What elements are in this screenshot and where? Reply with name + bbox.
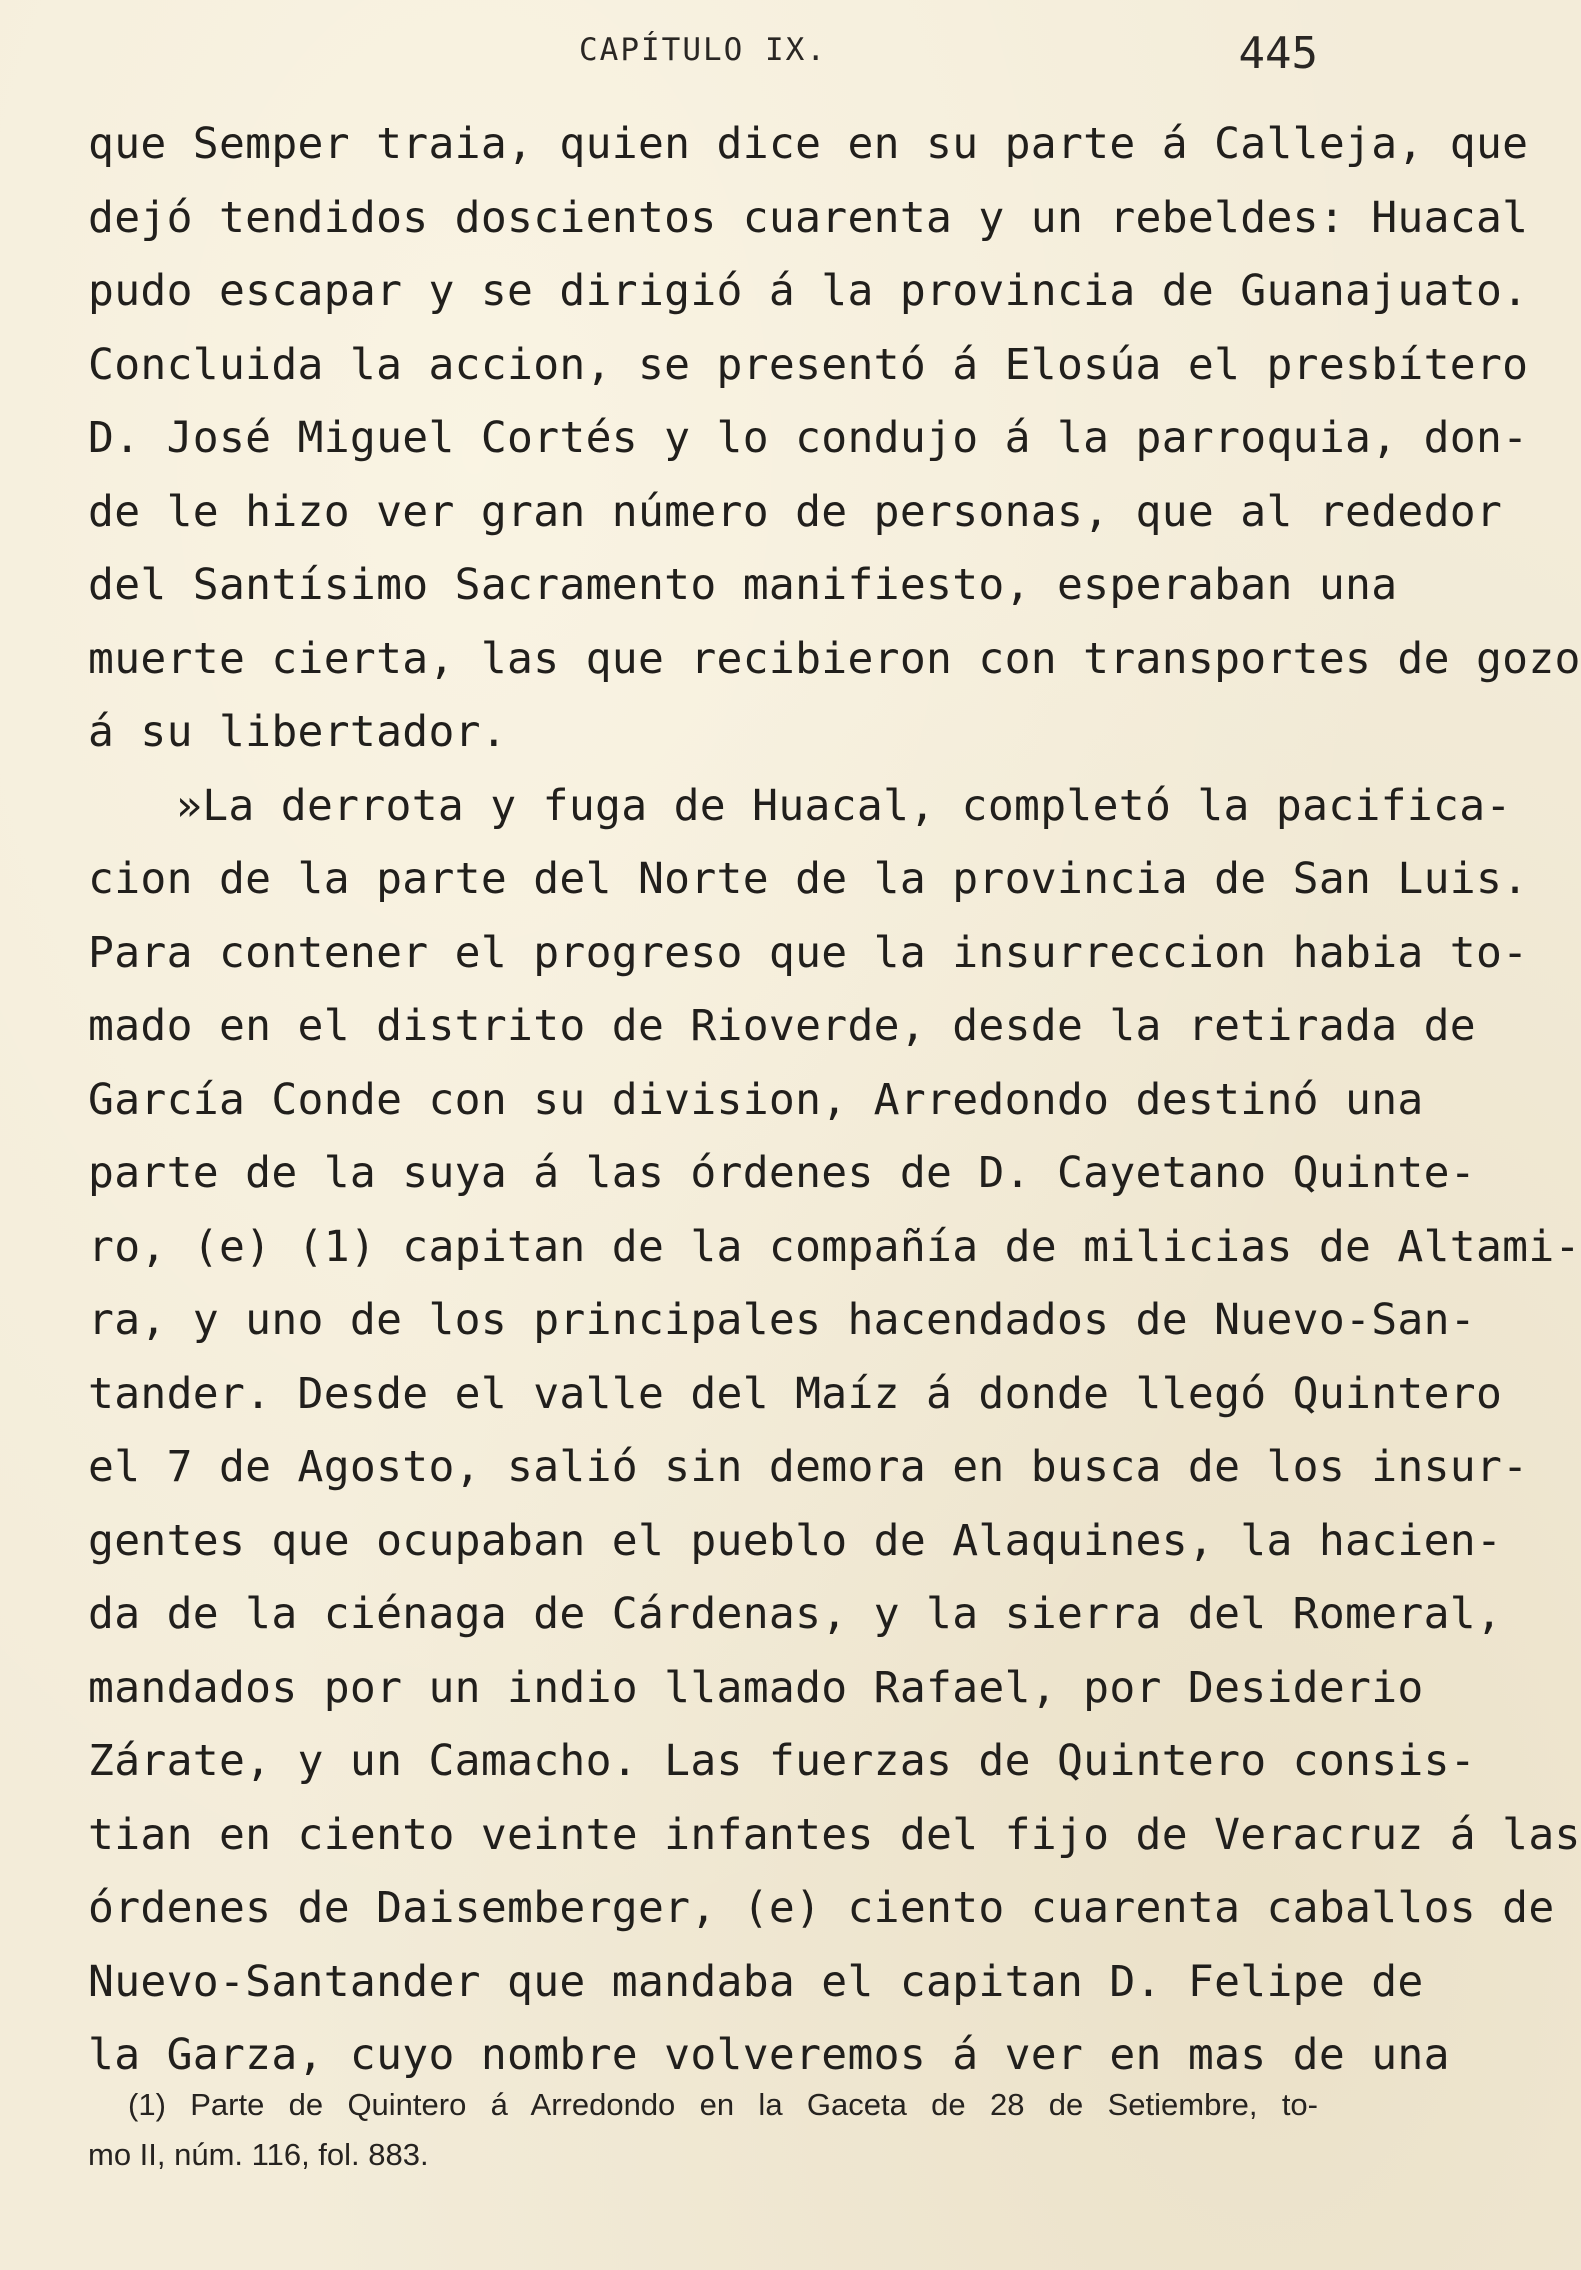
chapter-title: CAPÍTULO IX. bbox=[579, 32, 827, 68]
text-line: Nuevo-Santander que mandaba el capitan D. Felipe de bbox=[88, 1956, 1424, 2007]
text-line: que Semper traia, quien dice en su parte á Calleja, que bbox=[88, 119, 1529, 169]
text-line: mandados por un indio llamado Rafael, por Desiderio bbox=[88, 1662, 1424, 1713]
text-line: el 7 de Agosto, salió sin demora en busca de los insur- bbox=[88, 1442, 1529, 1492]
text-line: muerte cierta, las que recibieron con transportes de gozo bbox=[88, 633, 1581, 684]
text-line: de le hizo ver gran número de personas, que al rededor bbox=[88, 486, 1503, 537]
page-number: 445 bbox=[1238, 28, 1318, 79]
text-line: Para contener el progreso que la insurreccion habia to- bbox=[88, 927, 1529, 978]
text-line: gentes que ocupaban el pueblo de Alaquines, la hacien- bbox=[88, 1515, 1503, 1566]
text-line: ra, y uno de los principales hacendados de Nuevo-San- bbox=[88, 1295, 1476, 1345]
text-line: del Santísimo Sacramento manifiesto, esperaban una bbox=[88, 560, 1398, 610]
text-line: pudo escapar y se dirigió á la provincia de Guanajuato. bbox=[88, 266, 1529, 316]
text-line: dejó tendidos doscientos cuarenta y un rebeldes: Huacal bbox=[88, 192, 1529, 243]
footnotes bbox=[88, 2080, 1318, 2180]
text-line: Zárate, y un Camacho. Las fuerzas de Quintero consis- bbox=[88, 1736, 1476, 1786]
footnote-line: (1) Parte de Quintero á Arredondo en la Gaceta de 28 de Setiembre, to- bbox=[128, 2087, 1318, 2122]
text-line: da de la ciénaga de Cárdenas, y la sierra del Romeral, bbox=[88, 1589, 1503, 1639]
text-line: mado en el distrito de Rioverde, desde la retirada de bbox=[88, 1001, 1476, 1051]
text-line: tian en ciento veinte infantes del fijo de Veracruz á las bbox=[88, 1809, 1581, 1860]
body-text bbox=[88, 108, 1581, 2093]
text-line: á su libertador. bbox=[88, 707, 508, 757]
text-line: García Conde con su division, Arredondo destinó una bbox=[88, 1074, 1424, 1125]
text-line: tander. Desde el valle del Maíz á donde llegó Quintero bbox=[88, 1368, 1503, 1419]
text-line: parte de la suya á las órdenes de D. Cayetano Quinte- bbox=[88, 1148, 1476, 1198]
text-line: ro, (e) (1) capitan de la compañía de milicias de Altami- bbox=[88, 1221, 1581, 1272]
text-line: Concluida la accion, se presentó á Elosúa el presbítero bbox=[88, 339, 1529, 390]
text-line: órdenes de Daisemberger, (e) ciento cuarenta caballos de bbox=[88, 1883, 1555, 1933]
running-head bbox=[88, 28, 1318, 88]
text-line: la Garza, cuyo nombre volveremos á ver en mas de una bbox=[88, 2030, 1450, 2080]
text-line: D. José Miguel Cortés y lo condujo á la parroquia, don- bbox=[88, 413, 1529, 463]
footnote-line: mo II, núm. 116, fol. 883. bbox=[88, 2137, 429, 2172]
text-line: »La derrota y fuga de Huacal, completó la pacifica- bbox=[176, 780, 1512, 831]
text-line: cion de la parte del Norte de la provincia de San Luis. bbox=[88, 854, 1529, 904]
